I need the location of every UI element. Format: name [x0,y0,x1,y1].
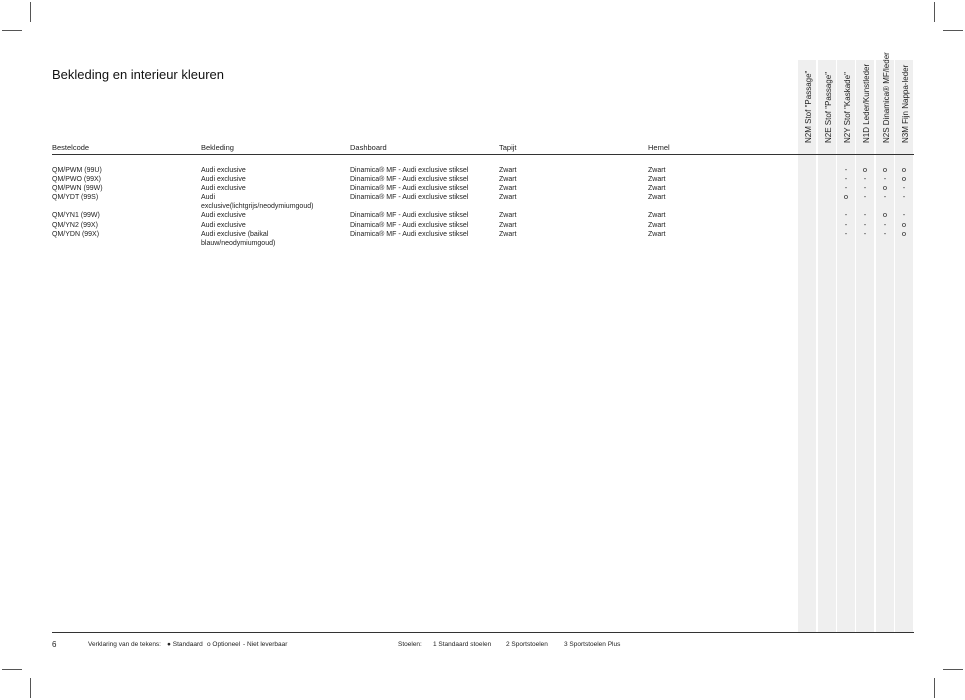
cell-bekleding: Audi exclusive [201,167,246,174]
option-header [798,60,816,152]
cell-tapijt: Zwart [499,222,517,229]
cell-hemel: Zwart [648,167,666,174]
availability-mark: - [902,192,906,201]
option-header [818,60,836,152]
availability-mark: - [844,220,848,229]
availability-mark: o [882,183,888,192]
availability-mark: o [882,165,888,174]
cell-hemel: Zwart [648,231,666,238]
availability-mark: - [863,220,867,229]
crop-mark [2,30,22,31]
crop-mark [30,2,31,22]
availability-mark: o [901,229,907,238]
cell-dashboard: Dinamica® MF - Audi exclusive stiksel [350,212,469,219]
crop-mark [2,669,22,670]
cell-bekleding-line2: blauw/neodymiumgoud) [201,240,276,247]
header-bestelcode: Bestelcode [52,143,90,152]
seats-label: Stoelen: [398,641,422,648]
header-tapijt: Tapijt [499,143,517,152]
legend-unavailable: - Niet leverbaar [243,641,288,648]
cell-hemel: Zwart [648,212,666,219]
cell-bekleding: Audi exclusive (baikal [201,231,269,238]
seat-sport-plus: 3 Sportstoelen Plus [564,641,621,648]
cell-bekleding: Audi exclusive [201,212,246,219]
cell-code: QM/PWN (99W) [52,185,103,192]
legend-standard [167,641,203,648]
legend-label: Verklaring van de tekens: [88,641,161,648]
cell-bekleding: Audi exclusive [201,222,246,229]
availability-mark: - [863,183,867,192]
cell-tapijt: Zwart [499,231,517,238]
crop-mark [30,678,31,698]
availability-mark: o [882,210,888,219]
option-header-label: N2Y Stof "Kaskade" [843,72,852,143]
availability-mark: - [844,229,848,238]
cell-dashboard: Dinamica® MF - Audi exclusive stiksel [350,185,469,192]
cell-code: QM/PWM (99U) [52,167,102,174]
cell-code: QM/YN2 (99X) [52,222,98,229]
cell-tapijt: Zwart [499,176,517,183]
option-header-label: N2M Stof "Passage" [804,70,813,143]
legend-standard-label: Standaard [172,641,203,648]
availability-mark: - [863,174,867,183]
cell-tapijt: Zwart [499,194,517,201]
cell-tapijt: Zwart [499,212,517,219]
availability-mark: - [883,192,887,201]
cell-hemel: Zwart [648,222,666,229]
availability-mark: - [902,210,906,219]
option-header [876,52,894,152]
availability-mark: - [844,174,848,183]
availability-mark: - [883,229,887,238]
availability-mark: o [862,165,868,174]
cell-dashboard: Dinamica® MF - Audi exclusive stiksel [350,194,469,201]
availability-mark: o [901,174,907,183]
availability-mark: - [902,183,906,192]
availability-mark: o [901,220,907,229]
crop-mark [943,669,963,670]
availability-mark: - [844,183,848,192]
option-header [895,60,913,152]
availability-mark: - [863,192,867,201]
availability-mark: - [844,210,848,219]
cell-code: QM/YN1 (99W) [52,212,100,219]
availability-mark: - [844,165,848,174]
cell-tapijt: Zwart [499,185,517,192]
cell-hemel: Zwart [648,185,666,192]
cell-hemel: Zwart [648,176,666,183]
seat-standard: 1 Standaard stoelen [433,641,492,648]
cell-dashboard: Dinamica® MF - Audi exclusive stiksel [350,222,469,229]
option-header-label: N2E Stof "Passage" [824,71,833,143]
crop-mark [943,30,963,31]
page-title: Bekleding en interieur kleuren [52,67,224,82]
option-header [837,60,855,152]
cell-dashboard: Dinamica® MF - Audi exclusive stiksel [350,176,469,183]
option-header-label: N1D Leder/Kunstleder [862,63,871,143]
availability-mark: - [883,220,887,229]
cell-hemel: Zwart [648,194,666,201]
cell-dashboard: Dinamica® MF - Audi exclusive stiksel [350,167,469,174]
seat-sport: 2 Sportstoelen [506,641,548,648]
availability-mark: - [863,210,867,219]
option-header-label: N3M Fijn Nappa-leder [901,64,910,143]
header-hemel: Hemel [648,143,670,152]
option-header [856,60,874,152]
header-rule [52,154,914,155]
availability-mark: - [883,174,887,183]
cell-bekleding: Audi exclusive [201,176,246,183]
cell-code: QM/YDN (99X) [52,231,100,238]
availability-mark: o [901,165,907,174]
legend-optional: o Optioneel [207,641,241,648]
cell-bekleding-line2: exclusive(lichtgrijs/neodymiumgoud) [201,203,314,210]
crop-mark [934,678,935,698]
footer-rule [52,632,914,633]
option-header-label: N2S Dinamica® MF/leder [882,52,891,143]
crop-mark [934,2,935,22]
cell-code: QM/YDT (99S) [52,194,99,201]
page-number: 6 [52,640,57,649]
cell-bekleding: Audi [201,194,216,201]
cell-dashboard: Dinamica® MF - Audi exclusive stiksel [350,231,469,238]
cell-code: QM/PWO (99X) [52,176,102,183]
availability-mark: - [863,229,867,238]
bullet-icon: ● [167,641,171,648]
cell-tapijt: Zwart [499,167,517,174]
availability-mark: o [843,192,849,201]
header-bekleding: Bekleding [201,143,234,152]
cell-bekleding: Audi exclusive [201,185,246,192]
header-dashboard: Dashboard [350,143,387,152]
